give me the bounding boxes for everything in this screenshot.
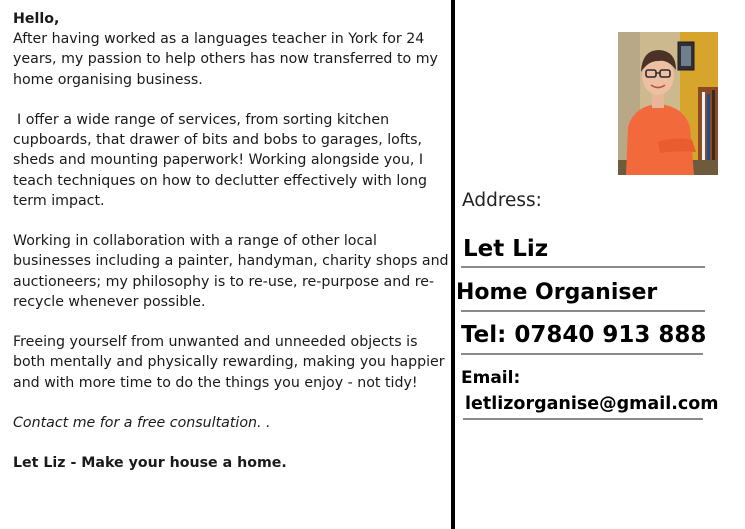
vertical-divider (451, 0, 455, 529)
telephone-number: Tel: 07840 913 888 (461, 322, 707, 348)
email-address[interactable]: letlizorganise@gmail.com (465, 394, 719, 414)
portrait-photo (618, 32, 718, 175)
tel-underline (461, 353, 703, 355)
greeting: Hello, (13, 11, 60, 27)
consultation-line: Contact me for a free consultation. . (13, 415, 271, 431)
letter-body (13, 9, 453, 494)
benefits-paragraph: Freeing yourself from unwanted and unneeded objects is both mentally and physically rewarding, making you happier and with more time to do the things you enjoy - not tidy! (13, 334, 445, 391)
collaboration-paragraph: Working in collaboration with a range of other local businesses including a painter, handyman, charity shops and auctioneers; my philosophy is to re-use, re-purpose and re-recycle whenever possible. (13, 233, 449, 310)
role-underline (461, 310, 705, 312)
email-label: Email: (461, 368, 521, 388)
job-title: Home Organiser (456, 280, 658, 305)
services-paragraph: I offer a wide range of services, from sorting kitchen cupboards, that drawer of bits and bobs to garages, lofts, sheds and mounting paperwork! Working alongside you, I teach techniques on how to declutter effectively with long term impact. (13, 112, 428, 209)
signoff-line: Let Liz - Make your house a home. (13, 455, 287, 472)
business-name: Let Liz (463, 236, 549, 262)
name-underline (461, 266, 705, 268)
address-label: Address: (462, 190, 542, 211)
intro-paragraph: After having worked as a languages teacher in York for 24 years, my passion to help others has now transferred to my home organising business. (13, 31, 438, 88)
email-underline (463, 418, 703, 420)
